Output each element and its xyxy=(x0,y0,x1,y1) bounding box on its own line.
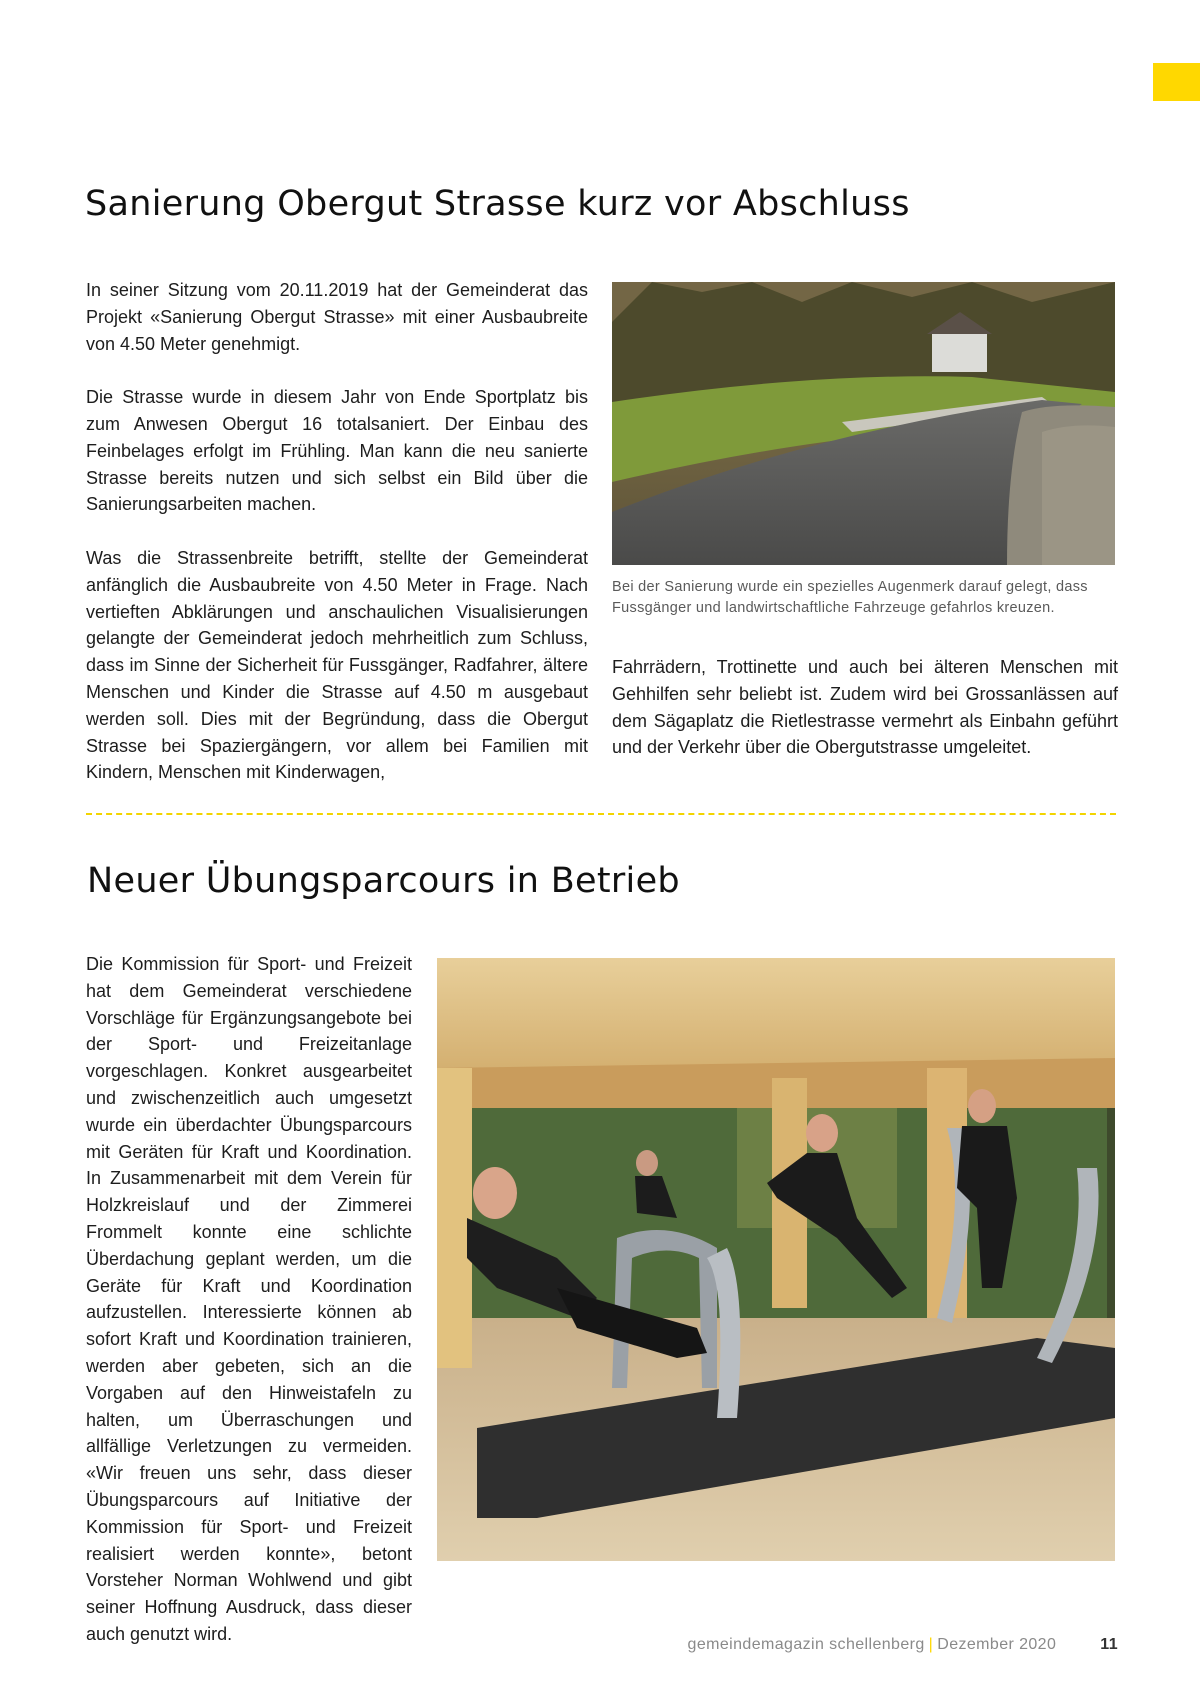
article-title-parcours: Neuer Übungsparcours in Betrieb xyxy=(87,861,680,901)
section-tab-marker xyxy=(1153,63,1200,101)
article-parcours-body xyxy=(86,951,412,1648)
issue-date: Dezember 2020 xyxy=(937,1636,1057,1653)
article-road-column-left xyxy=(86,277,588,786)
section-divider xyxy=(86,813,1116,815)
road-photo-caption: Bei der Sanierung wurde ein spezielles Augenmerk darauf gelegt, dass Fussgänger und landwirtschaftliche Fahrzeuge gefahrlos kreuzen. xyxy=(612,579,1088,616)
paragraph: Was die Strassenbreite betrifft, stellte der Gemeinderat anfänglich die Ausbaubreite von 4.50 Meter in Frage. Nach vertieften Abklärungen und anschaulichen Visualisierungen gelangte der Gemeinderat jedoch mehrheitlich zum Schluss, dass im Sinne der Sicherheit für Fussgänger, Radfahrer, ältere Menschen und Kinder die Strasse auf 4.50 m ausgebaut werden soll. Dies mit der Begründung, dass die Obergut Strasse bei Spaziergängern, vor allem bei Familien mit Kindern, Menschen mit Kinderwagen, xyxy=(86,547,588,783)
paragraph: Fahrrädern, Trottinette und auch bei älteren Menschen mit Gehhilfen sehr beliebt ist. Zudem wird bei Grossanlässen auf dem Sägaplatz die Rietlestrasse vermehrt als Einbahn geführt und der Verkehr über die Obergutstrasse umgeleitet. xyxy=(612,657,1118,758)
parcours-photo xyxy=(437,958,1115,1561)
article-title-road: Sanierung Obergut Strasse kurz vor Abschluss xyxy=(85,184,910,224)
footer-separator: | xyxy=(928,1636,934,1653)
road-photo xyxy=(612,282,1115,565)
paragraph: Die Strasse wurde in diesem Jahr von Ende Sportplatz bis zum Anwesen Obergut 16 totalsaniert. Der Einbau des Feinbelages erfolgt im Frühling. Man kann die neu sanierte Strasse bereits nutzen und sich selbst ein Bild über die Sanierungsarbeiten machen. xyxy=(86,387,588,515)
paragraph: Die Kommission für Sport- und Freizeit hat dem Gemeinderat verschiedene Vorschläge für Ergänzungsangebote bei der Sport- und Freizeitanlage vorgeschlagen. Konkret ausgearbeitet und zwischenzeitlich auch umgesetzt wurde ein überdachter Übungsparcours mit Geräten für Kraft und Koordination. In Zusammenarbeit mit dem Verein für Holzkreislauf und der Zimmerei Frommelt konnte eine schlichte Überdachung geplant werden, um die Geräte für Kraft und Koordination aufzustellen. Interessierte können ab sofort Kraft und Koordination trainieren, werden aber gebeten, sich an die Vorgaben auf den Hinweistafeln zu halten, um Überraschungen und allfällige Verletzungen zu vermeiden. «Wir freuen uns sehr, dass dieser Übungsparcours auf Initiative der Kommission für Sport- und Freizeit realisiert werden konnte», betont Vorsteher Norman Wohlwend und gibt seiner Hoffnung Ausdruck, dass dieser auch genutzt wird. xyxy=(86,954,412,1644)
page-number: 11 xyxy=(1100,1636,1118,1653)
paragraph: In seiner Sitzung vom 20.11.2019 hat der Gemeinderat das Projekt «Sanierung Obergut Strasse» mit einer Ausbaubreite von 4.50 Meter genehmigt. xyxy=(86,280,588,354)
page-footer xyxy=(688,1636,1118,1654)
magazine-name: gemeindemagazin schellenberg xyxy=(687,1636,925,1653)
article-road-column-right xyxy=(612,654,1118,761)
